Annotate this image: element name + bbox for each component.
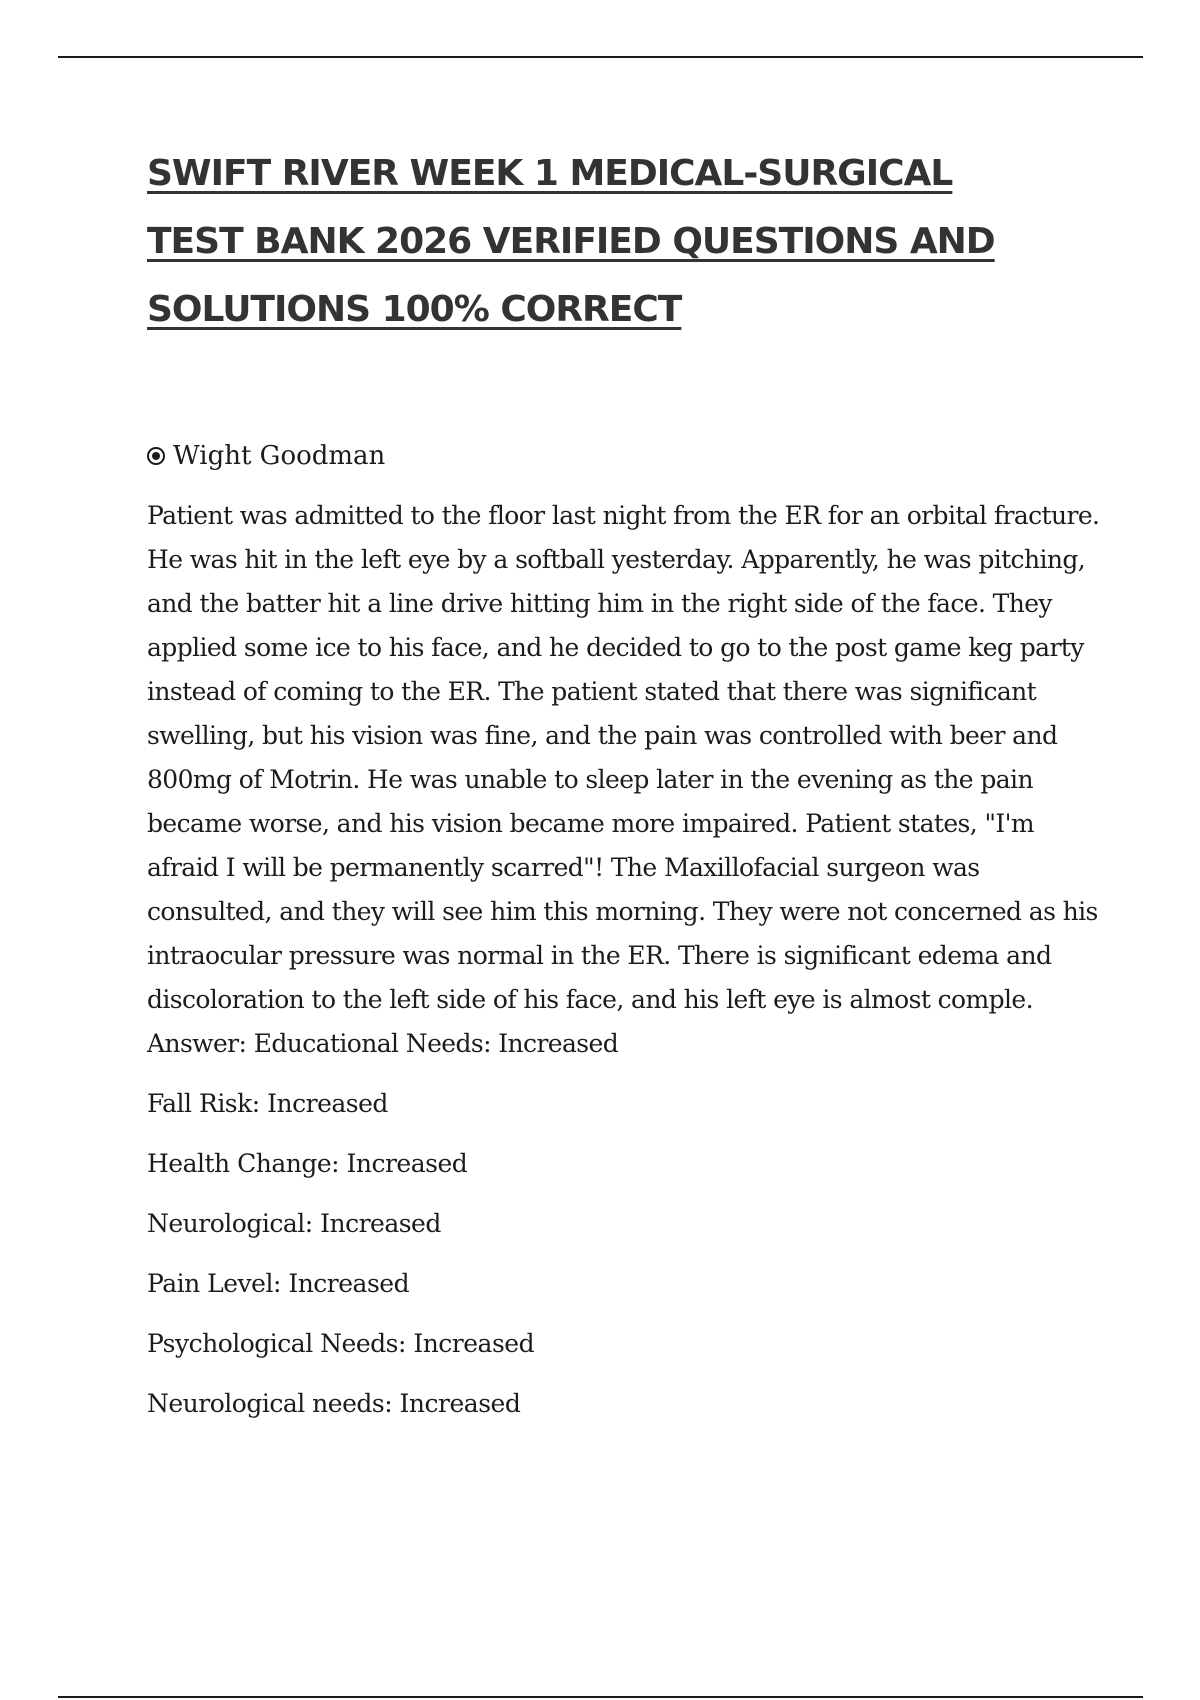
answer-item: Health Change: Increased	[147, 1149, 468, 1178]
radio-bullet-icon	[147, 447, 165, 465]
author-name: Wight Goodman	[173, 441, 386, 471]
answer-item: Fall Risk: Increased	[147, 1089, 388, 1118]
title-line: SOLUTIONS 100% CORRECT	[147, 289, 682, 330]
answer-item: Pain Level: Increased	[147, 1269, 410, 1298]
author-line	[147, 438, 1107, 474]
question-text: Patient was admitted to the floor last night from the ER for an orbital fracture. He was hit in the left eye by a softball yesterday. Apparently, he was pitching, and the batter hit a line drive hitting him in the right side of the face. They applied some ice to his face, and he decided to go to the post game keg party instead of coming to the ER. The patient stated that there was significant swelling, but his vision was fine, and the pain was controlled with beer and 800mg of Motrin. He was unable to sleep later in the evening as the pain became worse, and his vision became more impaired. Patient states, "I'm afraid I will be permanently scarred"! The Maxillofacial surgeon was consulted, and they will see him this morning. They were not concerned as his intraocular pressure was normal in the ER. There is significant edema and discoloration to the left side of his face, and his left eye is almost comple. Answer: Educational Needs: Increased	[147, 501, 1100, 1058]
top-divider	[58, 56, 1143, 58]
document-body	[147, 140, 1107, 1426]
bottom-divider	[58, 1696, 1143, 1698]
title-line: TEST BANK 2026 VERIFIED QUESTIONS AND	[147, 221, 995, 262]
title-line: SWIFT RIVER WEEK 1 MEDICAL-SURGICAL	[147, 153, 953, 194]
answer-item: Psychological Needs: Increased	[147, 1329, 535, 1358]
answer-item: Neurological: Increased	[147, 1209, 441, 1238]
answer-item: Neurological needs: Increased	[147, 1389, 521, 1418]
document-title	[147, 140, 1107, 344]
